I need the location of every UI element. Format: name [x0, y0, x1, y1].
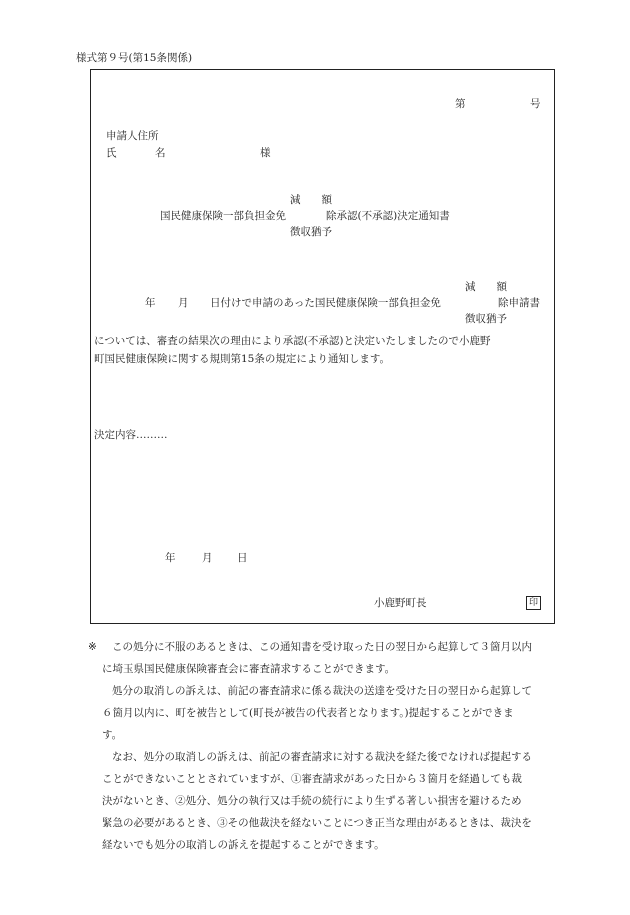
body-sentence-right: 除申請書 [498, 297, 540, 309]
body-reduce: 減 額 [465, 281, 507, 293]
note-paragraph-1 [102, 636, 532, 680]
doc-number-go: 号 [530, 98, 541, 110]
body-sentence-left: 日付けで申請のあった国民健康保険一部負担金免 [210, 297, 441, 309]
applicant-name-label-a: 氏 [106, 147, 117, 159]
body-line-3: 町国民健康保険に関する規則第15条の規定により通知します。 [94, 353, 391, 365]
note-paragraph-3 [102, 746, 532, 856]
applicant-honorific: 様 [260, 147, 271, 159]
note-paragraph-2-text: 処分の取消しの訴えは、前記の審査請求に係る裁決の送達を受けた日の翌日から起算して６箇月以内に、町を被告として(町長が被告の代表者となります。)提起することができます。 [102, 685, 532, 741]
body-year: 年 [145, 297, 156, 309]
form-label: 様式第９号(第15条関係) [76, 52, 193, 64]
applicant-address-label: 申請人住所 [106, 130, 159, 142]
body-line-2: については、審査の結果次の理由により承認(不承認)と決定いたしましたので小鹿野 [94, 335, 491, 347]
body-month: 月 [178, 297, 189, 309]
note-paragraph-3-text: なお、処分の取消しの訴えは、前記の審査請求に対する裁決を経た後でなければ提起することができないこととされていますが、①審査請求があった日から３箇月を経過しても裁決がないとき、②処分、処分の執行又は手続の続行により生ずる著しい損害を避けるため緊急の必要があるとき、③その他裁決を経ないことにつき正当な理由があるときは、裁決を経ないでも処分の取消しの訴えを提起することができます。 [102, 751, 532, 851]
seal-mark: 印 [526, 596, 541, 610]
date-day: 日 [237, 552, 248, 564]
date-month: 月 [202, 552, 213, 564]
title-reduce: 減 額 [290, 194, 332, 206]
decision-label: 決定内容……… [94, 429, 168, 441]
title-main-left: 国民健康保険一部負担金免 [160, 210, 286, 222]
body-defer: 徴収猶予 [465, 313, 507, 325]
date-year: 年 [165, 552, 176, 564]
note-paragraph-1-text: この処分に不服のあるときは、この通知書を受け取った日の翌日から起算して３箇月以内に埼玉県国民健康保険審査会に審査請求することができます。 [102, 641, 532, 675]
doc-number-dai: 第 [455, 98, 466, 110]
title-defer: 徴収猶予 [290, 226, 332, 238]
issuer-name: 小鹿野町長 [374, 597, 427, 609]
note-mark: ※ [88, 641, 97, 653]
applicant-name-label-b: 名 [155, 147, 166, 159]
note-paragraph-2 [102, 680, 532, 746]
title-main-right: 除承認(不承認)決定通知書 [326, 210, 450, 222]
